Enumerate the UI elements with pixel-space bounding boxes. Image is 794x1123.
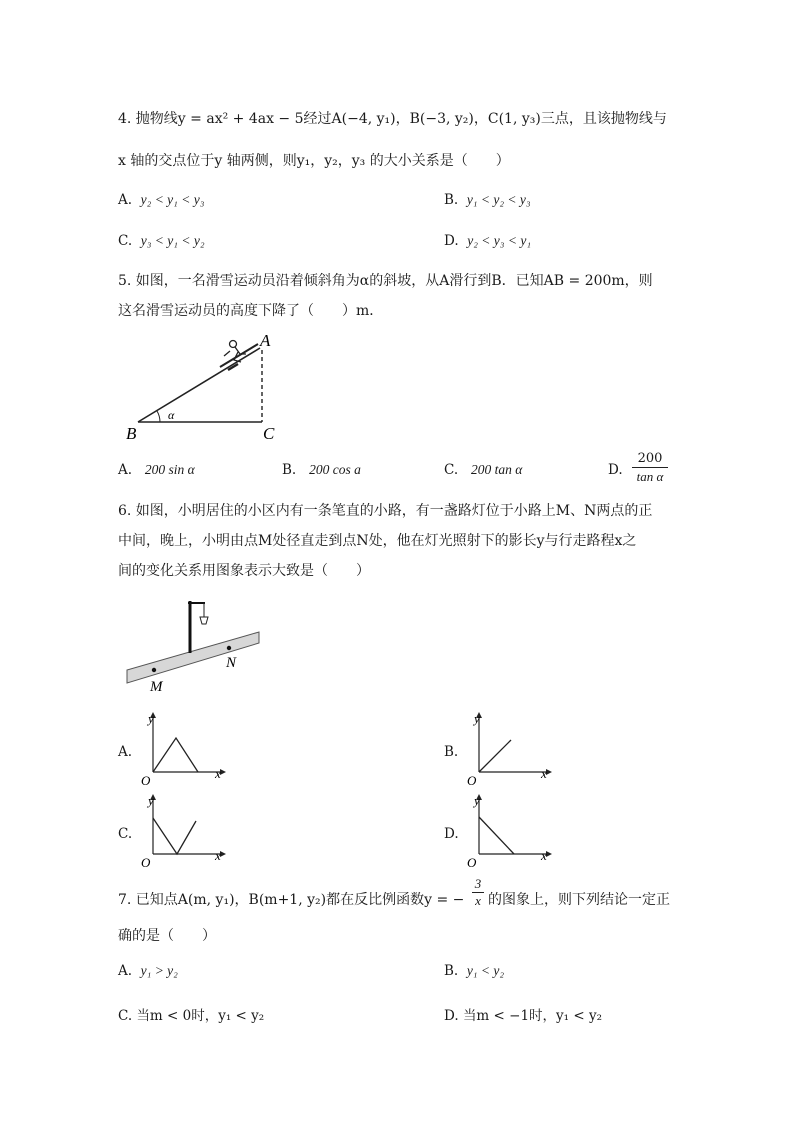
- svg-text:x: x: [541, 766, 547, 781]
- q7-line2: 确的是（ ）: [118, 928, 216, 944]
- svg-text:O: O: [141, 773, 151, 786]
- graph-line: [153, 738, 198, 772]
- svg-text:y: y: [148, 793, 154, 808]
- q5-option-b[interactable]: B. 200 cos a: [282, 462, 361, 478]
- label-b: B: [126, 424, 137, 443]
- q5-option-c[interactable]: C. 200 tan α: [444, 462, 523, 478]
- skier-icon: [220, 341, 258, 371]
- q7-option-a[interactable]: A. y₁ > y₂: [118, 963, 178, 979]
- q6-option-a-label[interactable]: A.: [118, 744, 133, 760]
- angle-arc: [157, 411, 160, 422]
- fraction-numerator: 200: [632, 451, 668, 468]
- q4-option-d[interactable]: D. y₂ < y₃ < y₁: [444, 233, 532, 249]
- q7-line1-pre: 7. 已知点A(m, y₁)，B(m+1, y₂)都在反比例函数y = −: [118, 892, 465, 908]
- q6-option-b-label[interactable]: B.: [444, 744, 459, 760]
- q6-option-c-graph[interactable]: [138, 790, 228, 868]
- q4-option-a[interactable]: A. y₂ < y₁ < y₃: [118, 192, 205, 208]
- label-m: M: [150, 679, 163, 695]
- q4-line1: 4. 抛物线y = ax² + 4ax − 5经过A(−4, y₁)，B(−3, y₂)，C(1, y₃)三点，且该抛物线与: [118, 111, 667, 127]
- label-alpha: α: [168, 408, 175, 422]
- q6-line1: 6. 如图，小明居住的小区内有一条笔直的小路，有一盏路灯位于小路上M、N两点的正: [118, 503, 653, 519]
- q4-line2: x 轴的交点位于y 轴两侧，则y₁，y₂，y₃ 的大小关系是（ ）: [118, 153, 510, 169]
- point-n: [227, 646, 231, 650]
- q5-option-d[interactable]: D.: [608, 462, 623, 478]
- label-n: N: [226, 655, 237, 671]
- svg-text:y: y: [474, 711, 480, 726]
- graph-line: [153, 818, 196, 854]
- svg-text:y: y: [148, 711, 154, 726]
- q5-line1: 5. 如图，一名滑雪运动员沿着倾斜角为α的斜坡，从A滑行到B．已知AB = 200m，则: [118, 273, 653, 289]
- q4-option-c[interactable]: C. y₃ < y₁ < y₂: [118, 233, 205, 249]
- label-a: A: [260, 331, 271, 350]
- label-c: C: [263, 424, 275, 443]
- q7-option-d[interactable]: D. 当m < −1时，y₁ < y₂: [444, 1008, 603, 1024]
- q5-option-d-fraction: [632, 451, 668, 485]
- q6-option-b-graph[interactable]: [464, 708, 554, 786]
- svg-text:O: O: [141, 855, 151, 868]
- svg-text:O: O: [467, 855, 477, 868]
- q6-option-a-graph[interactable]: [138, 708, 228, 786]
- point-m: [152, 668, 156, 672]
- q6-option-d-graph[interactable]: [464, 790, 554, 868]
- svg-text:x: x: [215, 848, 221, 863]
- graph-line: [479, 817, 514, 854]
- q6-option-d-label[interactable]: D.: [444, 826, 459, 842]
- svg-text:y: y: [474, 793, 480, 808]
- slope-line-ab: [138, 348, 260, 422]
- q7-option-c[interactable]: C. 当m < 0时，y₁ < y₂: [118, 1008, 265, 1024]
- road: [127, 632, 259, 683]
- q6-option-c-label[interactable]: C.: [118, 826, 133, 842]
- graph-line: [479, 740, 511, 772]
- q7-line1-post: 的图象上，则下列结论一定正: [488, 892, 670, 908]
- ski-slope-figure: [120, 330, 290, 445]
- fraction-denominator: tan α: [636, 469, 664, 484]
- q7-option-b[interactable]: B. y₁ < y₂: [444, 963, 505, 979]
- q6-line3: 间的变化关系用图象表示大致是（ ）: [118, 563, 370, 579]
- svg-text:x: x: [215, 766, 221, 781]
- q5-line2: 这名滑雪运动员的高度下降了（ ）m．: [118, 303, 384, 319]
- q6-line2: 中间，晚上，小明由点M处径直走到点N处，他在灯光照射下的影长y与行走路程x之: [118, 533, 637, 549]
- svg-text:x: x: [541, 848, 547, 863]
- svg-text:O: O: [467, 773, 477, 786]
- q7-fraction-num: 3: [472, 876, 484, 893]
- q7-fraction: [472, 876, 484, 909]
- q5-option-a[interactable]: A. 200 sin α: [118, 462, 195, 478]
- q4-option-b[interactable]: B. y₁ < y₂ < y₃: [444, 192, 531, 208]
- q7-fraction-den: x: [475, 893, 481, 908]
- road-figure: [122, 597, 264, 695]
- lamp-icon: [200, 617, 208, 624]
